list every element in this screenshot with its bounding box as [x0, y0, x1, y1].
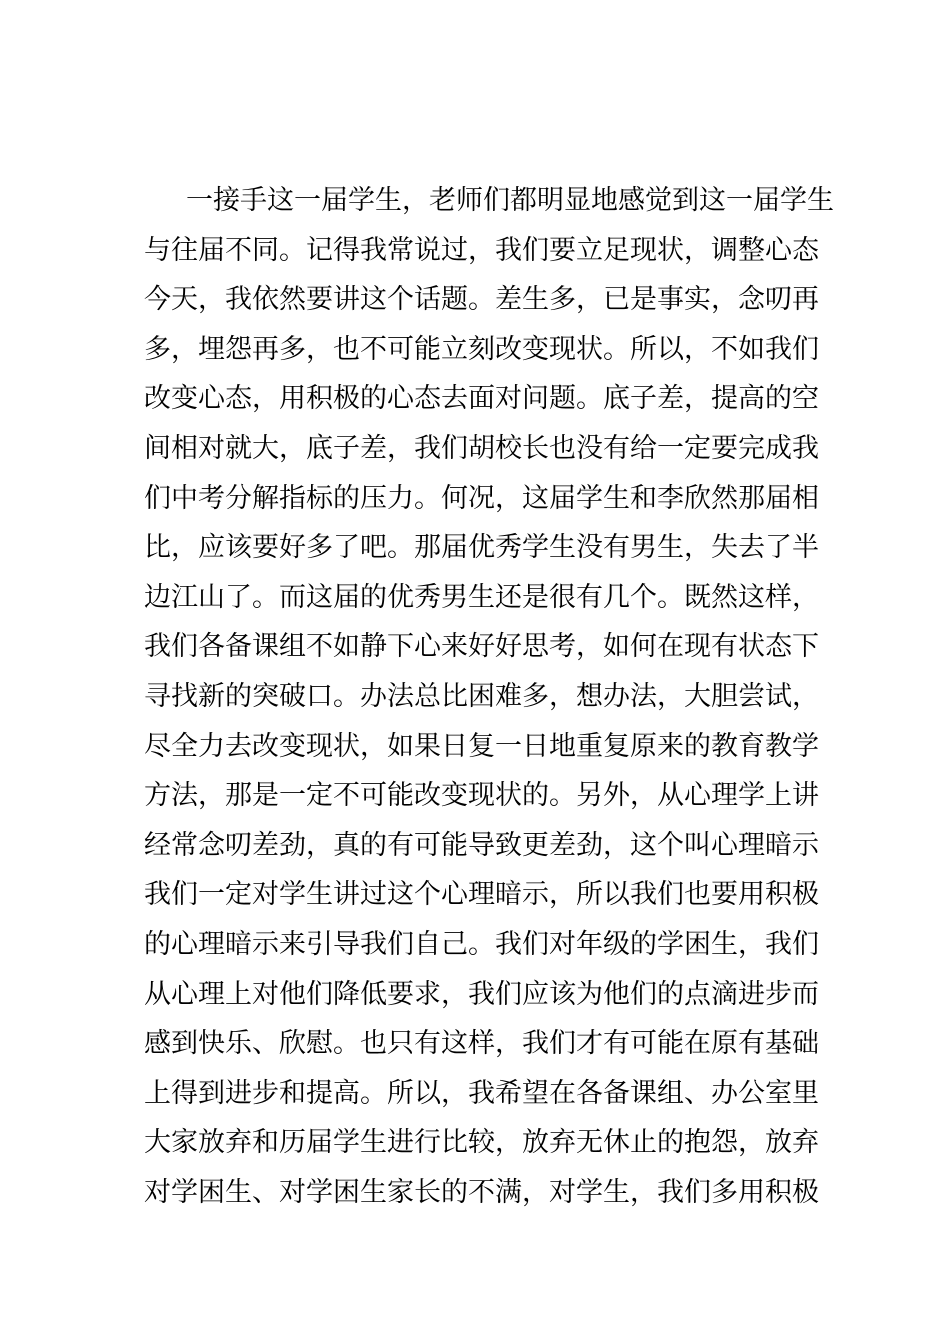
text-line: 大家放弃和历届学生进行比较，放弃无休止的抱怨，放弃: [144, 1127, 819, 1159]
text-line: 从心理上对他们降低要求，我们应该为他们的点滴进步而: [144, 978, 819, 1010]
text-line: 寻找新的突破口。办法总比困难多，想办法，大胆尝试，: [144, 680, 819, 712]
text-line: 上得到进步和提高。所以，我希望在各备课组、办公室里: [144, 1077, 819, 1109]
text-line: 感到快乐、欣慰。也只有这样，我们才有可能在原有基础: [144, 1028, 819, 1060]
text-line: 比，应该要好多了吧。那届优秀学生没有男生，失去了半: [144, 532, 819, 564]
text-line: 与往届不同。记得我常说过，我们要立足现状，调整心态: [144, 234, 819, 266]
text-line: 我们一定对学生讲过这个心理暗示，所以我们也要用积极: [144, 879, 819, 911]
text-line: 们中考分解指标的压力。何况，这届学生和李欣然那届相: [144, 482, 819, 514]
text-line: 间相对就大，底子差，我们胡校长也没有给一定要完成我: [144, 432, 819, 464]
text-line: 我们各备课组不如静下心来好好思考，如何在现有状态下: [144, 631, 819, 663]
text-line: 今天，我依然要讲这个话题。差生多，已是事实，念叨再: [144, 284, 819, 316]
text-line: 经常念叨差劲，真的有可能导致更差劲，这个叫心理暗示: [144, 829, 819, 861]
text-line: 改变心态，用积极的心态去面对问题。底子差，提高的空: [144, 383, 819, 415]
text-line: 对学困生、对学困生家长的不满，对学生，我们多用积极: [144, 1176, 819, 1208]
text-line: 的心理暗示来引导我们自己。我们对年级的学困生，我们: [144, 928, 819, 960]
text-line: 尽全力去改变现状，如果日复一日地重复原来的教育教学: [144, 730, 819, 762]
text-line: 多，埋怨再多，也不可能立刻改变现状。所以，不如我们: [144, 333, 819, 365]
text-line: 边江山了。而这届的优秀男生还是很有几个。既然这样，: [144, 581, 819, 613]
body-paragraph: [144, 176, 834, 1217]
text-line: 方法，那是一定不可能改变现状的。另外，从心理学上讲: [144, 780, 819, 812]
text-line: 一接手这一届学生，老师们都明显地感觉到这一届学生: [186, 185, 834, 216]
